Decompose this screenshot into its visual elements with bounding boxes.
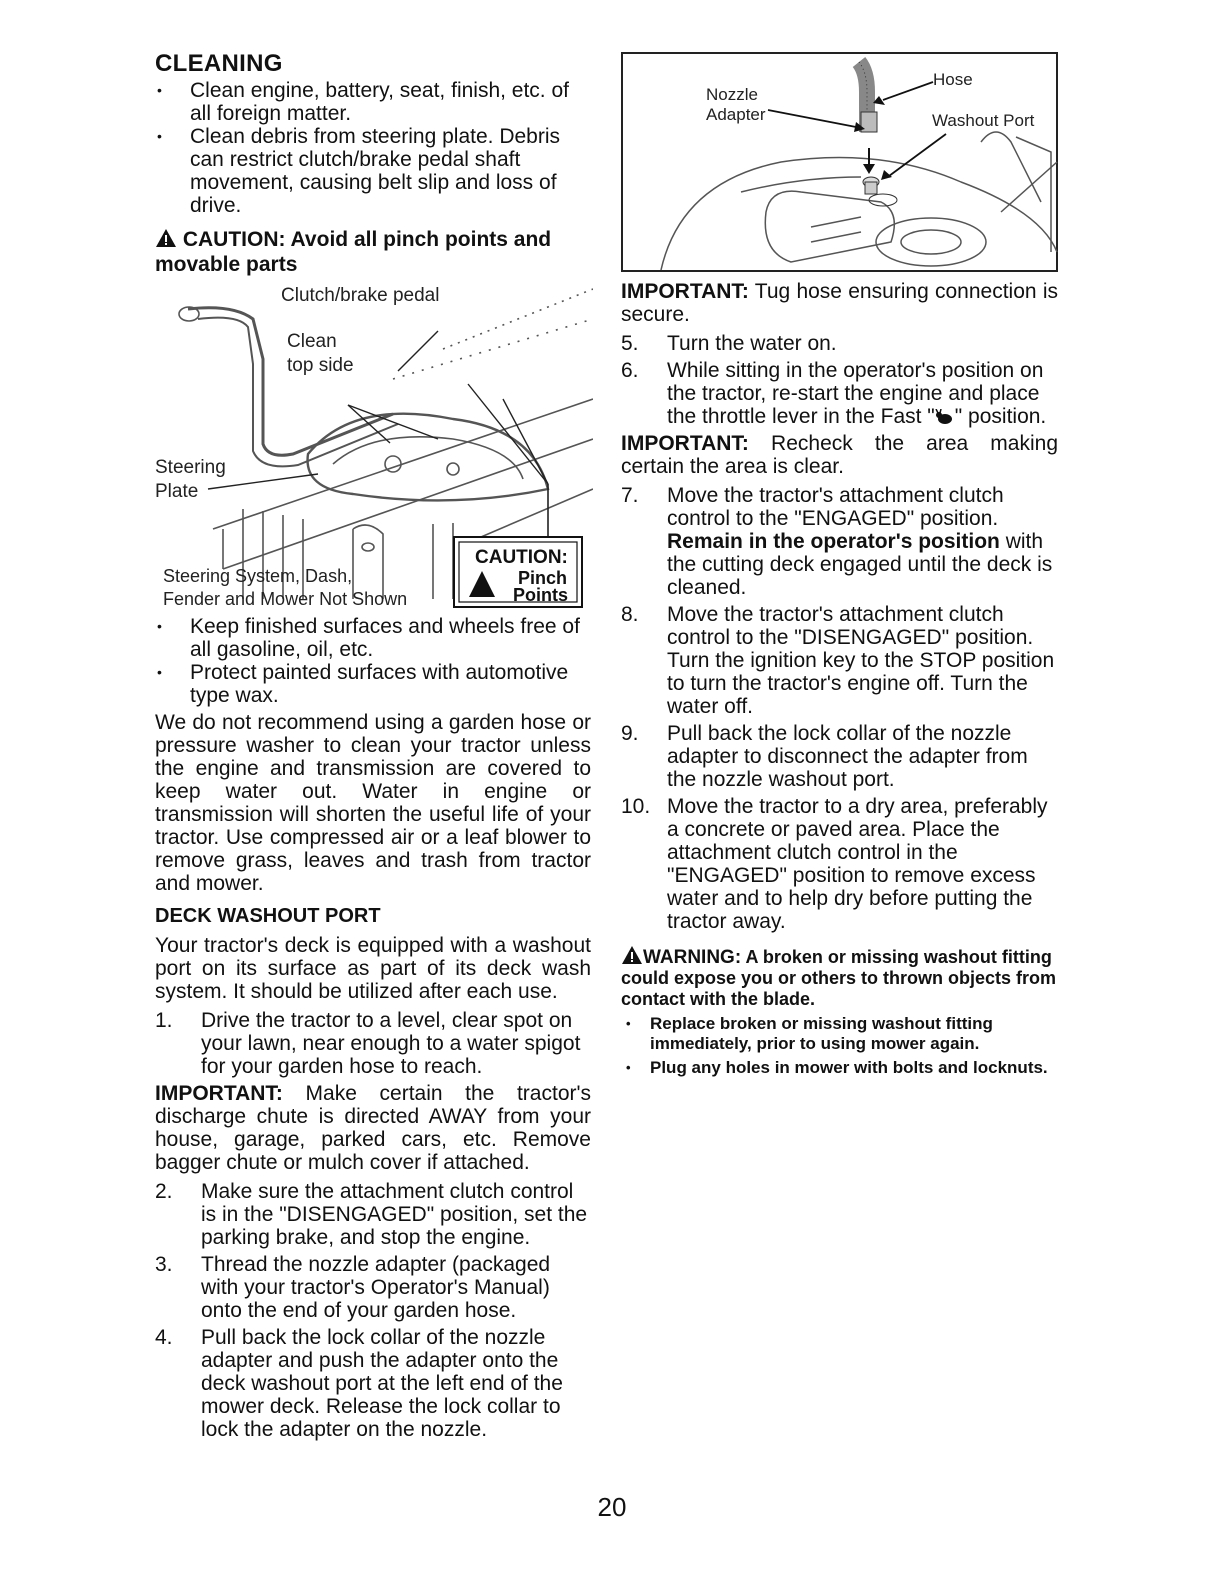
decal-title: CAUTION: [475, 547, 568, 568]
step-3: 3. Thread the nozzle adapter (packaged with your tractor's Operator's Manual) onto the end of your garden hose. [155, 1253, 551, 1322]
page-number: 20 [597, 1492, 627, 1522]
cleaning-heading: CLEANING [155, 50, 283, 77]
decal-pinch: Pinch [518, 568, 568, 588]
deck-washout-intro: Your tractor's deck is equipped with a washout port on its surface as part of its deck wash system. It should be utilized after each use. [155, 934, 591, 1003]
label-nozzle: Nozzle [706, 85, 758, 104]
label-top-side: top side [287, 355, 354, 376]
left-column [155, 52, 591, 1445]
washout-port-figure [621, 52, 1058, 272]
warning-bullet-2: • Plug any holes in mower with bolts and locknuts. [621, 1058, 1058, 1078]
caution-text: CAUTION: Avoid all pinch points and movable parts [155, 228, 552, 276]
step-10: 10. Move the tractor to a dry area, preferably a concrete or paved area. Place the attachment clutch control in the "ENGAGED" position to remove excess water and to help dry before putting the tractor away. [621, 795, 1048, 933]
safety-alert-icon [155, 228, 177, 248]
step-5: 5. Turn the water on. [621, 332, 837, 355]
label-clean: Clean [287, 331, 337, 352]
cleaning-bullet-1: • Clean engine, battery, seat, finish, etc. of all foreign matter. [155, 79, 591, 125]
step-8: 8. Move the tractor's attachment clutch control to the "DISENGAGED" position. Turn the ignition key to the STOP position to turn the tractor's engine off. Turn the water off. [621, 603, 1055, 718]
warning-label: WARNING: [643, 947, 742, 968]
important-note-3: IMPORTANT: Recheck the area making certain the area is clear. [621, 432, 1058, 478]
label-clutch-brake-pedal: Clutch/brake pedal [281, 285, 440, 306]
label-note-line-1: Steering System, Dash, [163, 566, 353, 586]
step-4: 4. Pull back the lock collar of the nozzle adapter and push the adapter onto the deck washout port at the left end of the mower deck. Release the lock collar to lock the adapter on the nozzle. [155, 1326, 563, 1441]
label-steering: Steering [155, 457, 226, 478]
warning-alert-icon [621, 945, 643, 965]
caution-decal [454, 537, 582, 607]
step-6: 6. While sitting in the operator's position on the tractor, re-start the engine and place the throttle lever in the Fast " " position. [621, 359, 1047, 428]
important-note-2: IMPORTANT: Tug hose ensuring connection is secure. [621, 280, 1058, 326]
cleaning-bullet-3: • Keep finished surfaces and wheels free of all gasoline, oil, etc. [155, 615, 591, 661]
cleaning-bullet-4: • Protect painted surfaces with automotive type wax. [155, 661, 591, 707]
warning-bullet-1: • Replace broken or missing washout fitting immediately, prior to using mower again. [621, 1014, 1058, 1054]
important-note-1: IMPORTANT: Make certain the tractor's discharge chute is directed AWAY from your house, garage, parked cars, etc. Remove bagger chute or mulch cover if attached. [155, 1082, 591, 1174]
cleaning-paragraph: We do not recommend using a garden hose or pressure washer to clean your tractor unless the engine and transmission are covered to keep water out. Water in engine or transmission will shorten the useful life of your tractor. Use compressed air or a leaf blower to remove grass, leaves and trash from tractor and mower. [155, 711, 591, 895]
rabbit-fast-icon [935, 409, 955, 425]
steering-plate-figure [153, 279, 593, 611]
warning-notice [621, 945, 1058, 1010]
label-adapter: Adapter [706, 105, 766, 124]
deck-washout-heading: DECK WASHOUT PORT [155, 905, 381, 927]
label-note-line-2: Fender and Mower Not Shown [163, 589, 408, 609]
caution-notice [155, 227, 591, 277]
cleaning-bullet-2: • Clean debris from steering plate. Debris can restrict clutch/brake pedal shaft movement, causing belt slip and loss of drive. [155, 125, 591, 217]
label-washout-port: Washout Port [932, 111, 1035, 130]
step-2: 2. Make sure the attachment clutch control is in the "DISENGAGED" position, set the parking brake, and stop the engine. [155, 1180, 588, 1249]
right-column [621, 52, 1058, 1078]
step-9: 9. Pull back the lock collar of the nozzle adapter to disconnect the adapter from the nozzle washout port. [621, 722, 1028, 791]
label-plate: Plate [155, 481, 199, 502]
label-hose: Hose [933, 70, 973, 89]
step-1: 1. Drive the tractor to a level, clear spot on your lawn, near enough to a water spigot for your garden hose to reach. [155, 1009, 581, 1078]
warning-text: A broken or missing washout fitting could expose you or others to thrown objects from contact with the blade. [621, 947, 1057, 1009]
step-7: 7. Move the tractor's attachment clutch control to the "ENGAGED" position. Remain in the operator's position with the cutting deck engaged until the deck is cleaned. [621, 484, 1053, 599]
decal-points: Points [513, 585, 569, 605]
